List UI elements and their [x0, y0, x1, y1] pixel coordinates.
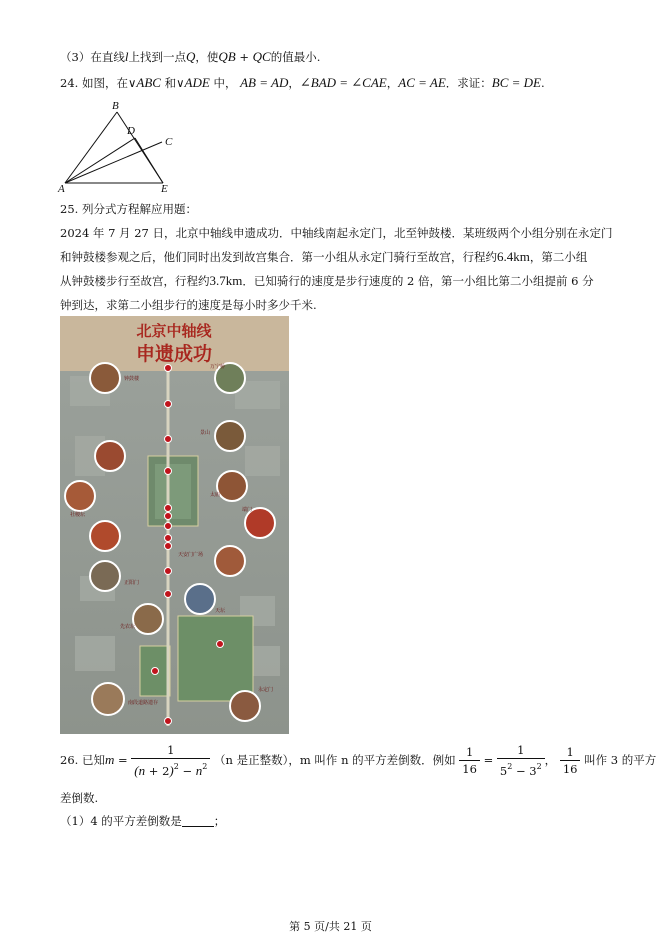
poster-label-duanmen: 端门 — [242, 507, 253, 513]
poster-label-wanning: 万宁桥 — [210, 364, 226, 370]
q26-line-2: 差倒数. — [60, 791, 99, 805]
point-a-label: A — [58, 183, 65, 195]
point-c-label: C — [165, 136, 173, 148]
q26-example-fraction-2: $\frac{1}{5^2 - 3^2}$ — [497, 743, 545, 779]
q26-example-fraction: $\frac{1}{16}$ — [459, 745, 480, 777]
q25-title: 25. 列分式方程解应用题： — [60, 202, 197, 216]
point-e-label: E — [161, 183, 168, 195]
q23-part3: （3）在直线l上找到一点Q，使QB + QC的值最小. — [60, 49, 321, 64]
triangle-figure — [55, 100, 185, 195]
q25-line-4: 钟到达，求第二小组步行的速度是每小时多少千米. — [60, 298, 317, 312]
point-b-label: B — [112, 100, 119, 112]
poster-title-1: 北京中轴线 — [136, 322, 212, 340]
q25-line-2: 和钟鼓楼参观之后，他们同时出发到故宫集合．第一小组从永定门骑行至故宫，行程约6.4km，第二小组 — [60, 249, 588, 264]
poster-label-south-road: 南段道路遗存 — [128, 700, 159, 706]
poster-label-tiantan: 天坛 — [215, 608, 226, 614]
poster-label-jingshan: 景山 — [200, 430, 211, 436]
point-d-label: D — [127, 125, 135, 137]
beijing-central-axis-poster — [60, 316, 289, 734]
poster-label-gulou: 钟鼓楼 — [124, 376, 140, 382]
q25-line-3: 从钟鼓楼步行至故宫，行程约3.7km．已知骑行的速度是步行速度的 2 倍，第一小组比第二小组提前 6 分 — [60, 273, 594, 288]
q26-fraction: $\frac{1}{(n + 2)^2 - n^2}$ — [131, 743, 210, 779]
poster-label-zhengyang: 正阳门 — [124, 580, 140, 586]
poster-label-taimiao: 太庙 — [210, 492, 221, 498]
page-footer: 第 5 页/共 21 页 — [289, 920, 372, 933]
poster-label-square: 天安门广场 — [178, 552, 204, 558]
poster-title-2: 申遗成功 — [135, 343, 213, 365]
poster-label-sheji: 社稷坛 — [70, 512, 86, 518]
poster-label-yongding: 永定门 — [258, 687, 274, 693]
poster-label-xiannong: 先农坛 — [120, 624, 136, 630]
answer-blank[interactable] — [182, 814, 214, 827]
q25-line-1: 2024 年 7 月 27 日，北京中轴线申遗成功．中轴线南起永定门，北至钟鼓楼．某班级两个小组分别在永定门 — [60, 226, 613, 240]
q26-statement: 26. 已知m = $\frac{1}{(n + 2)^2 - n^2}$ （n 是正整数），m 叫作 n 的平方差倒数．例如 $\frac{1}{16}$ = $\frac{1}{5^2 - 3^2}$ ， $\frac{1}{16}$ 叫作 3 的平方 — [60, 743, 657, 778]
q26-part1: （1）4 的平方差倒数是 ； — [60, 814, 226, 828]
q24-statement: 24. 如图，在∨ABC 和∨ADE 中， AB = AD，∠BAD = ∠CAE，AC = AE．求证：BC = DE. — [60, 75, 545, 90]
q26-example-fraction-3: $\frac{1}{16}$ — [560, 745, 581, 777]
